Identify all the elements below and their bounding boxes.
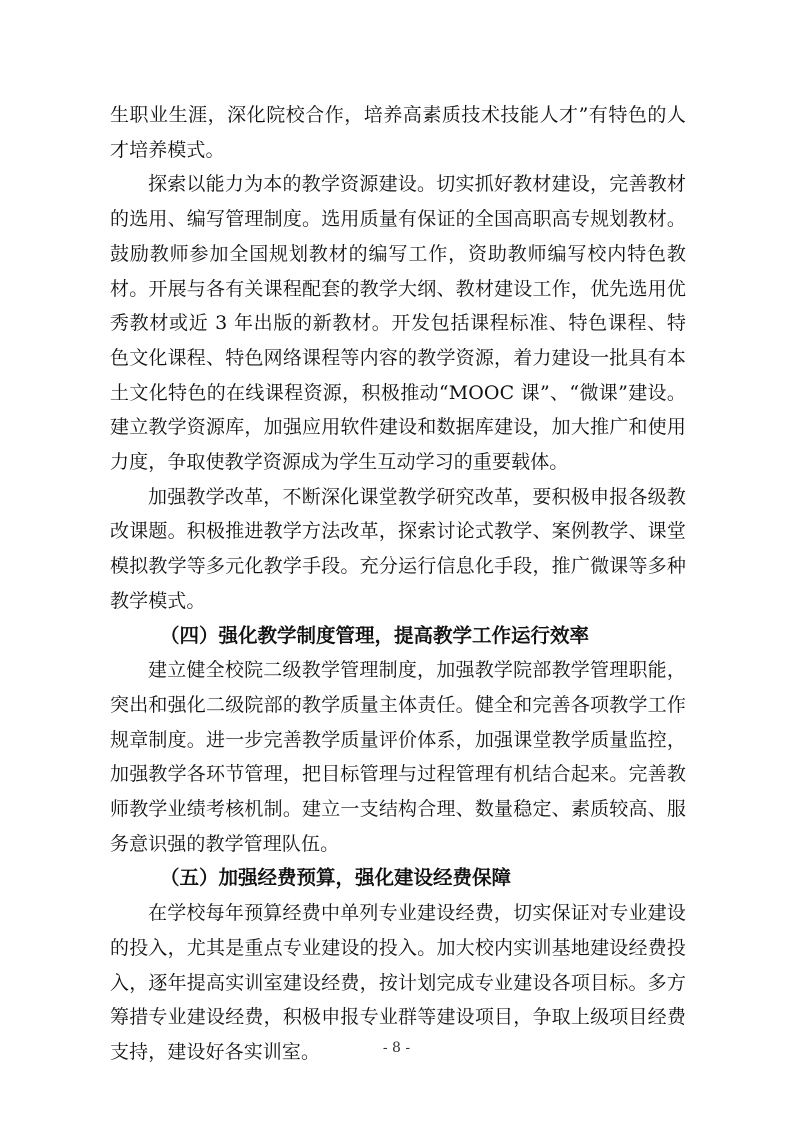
section-4-paragraph: 建立健全校院二级教学管理制度，加强教学院部教学管理职能，突出和强化二级院部的教学质量主体责任。健全和完善各项教学工作规章制度。进一步完善教学质量评价体系，加强课堂教学质量监控，加强教学各环节管理，把目标管理与过程管理有机结合起来。完善教师教学业绩考核机制。建立一支结构合理、数量稳定、素质较高、服务意识强的教学管理队伍。 xyxy=(110,659,686,855)
teaching-reform-paragraph: 加强教学改革，不断深化课堂教学研究改革，要积极申报各级教改课题。积极推进教学方法改革，探索讨论式教学、案例教学、课堂模拟教学等多元化教学手段。充分运行信息化手段，推广微课等多种教学模式。 xyxy=(110,485,686,612)
continued-paragraph: 生职业生涯，深化院校合作，培养高素质技术技能人才”有特色的人才培养模式。 xyxy=(110,104,686,161)
section-4-heading: （四）强化教学制度管理，提高教学工作运行效率 xyxy=(160,623,590,647)
section-5-heading: （五）加强经费预算，强化建设经费保障 xyxy=(160,866,512,890)
page-number: - 8 - xyxy=(382,1040,411,1056)
document-page xyxy=(110,98,686,1070)
section-5-paragraph: 在学校每年预算经费中单列专业建设经费，切实保证对专业建设的投入，尤其是重点专业建设的投入。加大校内实训基地建设经费投入，逐年提高实训室建设经费，按计划完成专业建设各项目标。多方筹措专业建设经费，积极申报专业群等建设项目，争取上级项目经费支持，建设好各实训室。 xyxy=(110,902,686,1063)
teaching-resources-paragraph: 探索以能力为本的教学资源建设。切实抓好教材建设，完善教材的选用、编写管理制度。选用质量有保证的全国高职高专规划教材。鼓励教师参加全国规划教材的编写工作，资助教师编写校内特色教材。开展与各有关课程配套的教学大纲、教材建设工作，优先选用优秀教材或近 3 年出版的新教材。开发包括课程标准、特色课程、特色文化课程、特色网络课程等内容的教学资源，着力建设一批具有本土文化特色的在线课程资源，积极推动“MOOC 课”、“微课”建设。建立教学资源库，加强应用软件建设和数据库建设，加大推广和使用力度，争取使教学资源成为学生互动学习的重要载体。 xyxy=(110,173,686,474)
